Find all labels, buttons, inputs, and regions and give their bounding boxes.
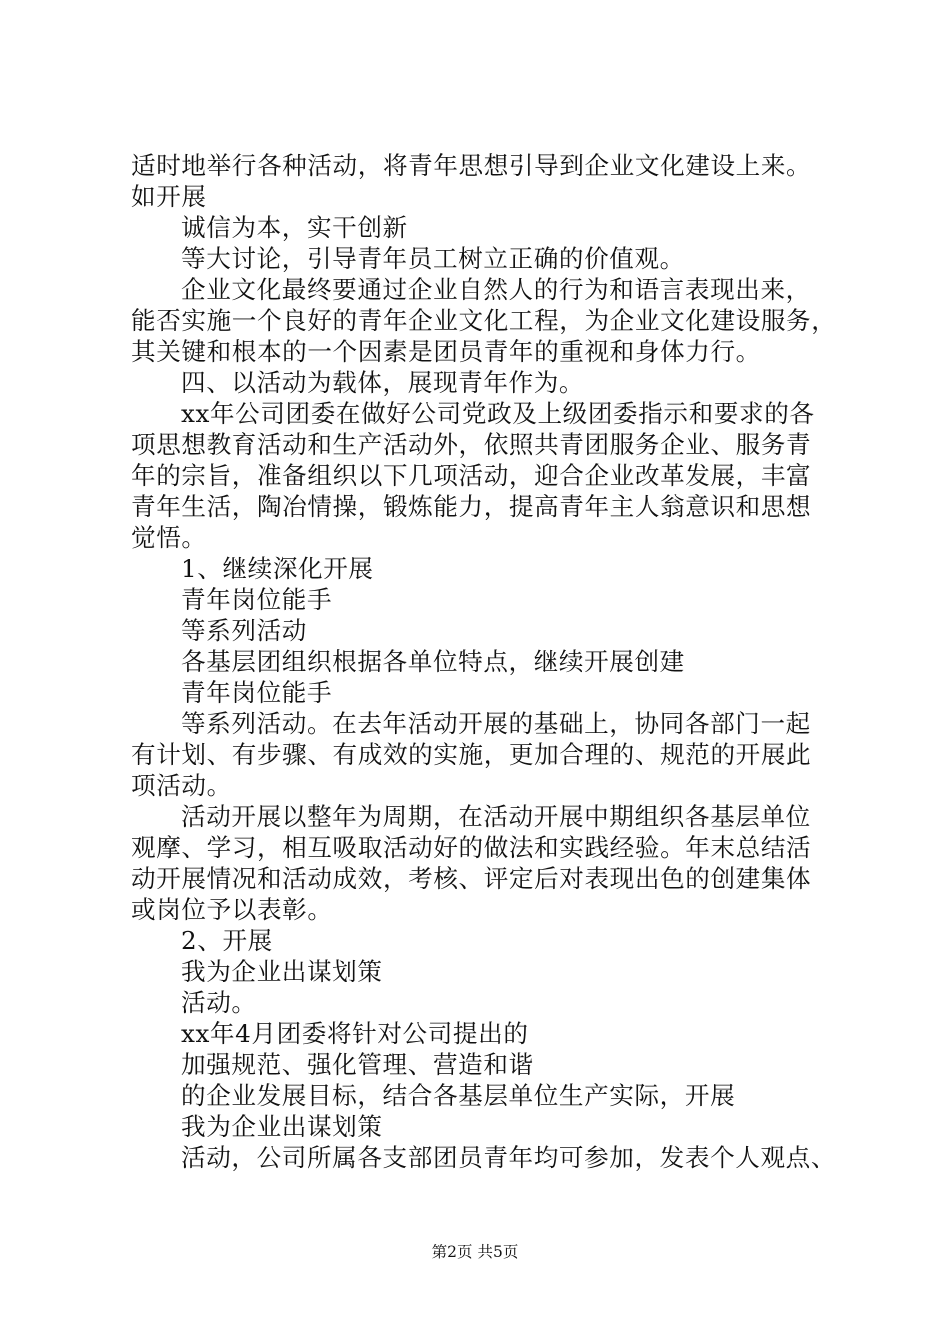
section-heading: 四、以活动为载体，展现青年作为。 bbox=[181, 368, 585, 397]
page-number-footer: 第2页 共5页 bbox=[431, 1243, 519, 1261]
text-line: 能否实施一个良好的青年企业文化工程，为企业文化建设服务， bbox=[131, 306, 837, 335]
text-line: 项活动。 bbox=[131, 771, 232, 800]
text-line: 我为企业出谋划策 bbox=[181, 957, 383, 986]
text-line: xx年公司团委在做好公司党政及上级团委指示和要求的各 bbox=[181, 399, 815, 428]
text-line: 或岗位予以表彰。 bbox=[131, 895, 333, 924]
text-line: 青年生活，陶冶情操，锻炼能力，提高青年主人翁意识和思想 bbox=[131, 492, 812, 521]
text-line: 观摩、学习，相互吸取活动好的做法和实践经验。年末总结活 bbox=[131, 833, 812, 862]
text-line: 加强规范、强化管理、营造和谐 bbox=[181, 1050, 534, 1079]
text-line: 等系列活动 bbox=[181, 616, 307, 645]
text-line: 活动，公司所属各支部团员青年均可参加，发表个人观点、 bbox=[181, 1143, 837, 1172]
text-line: 诚信为本，实干创新 bbox=[181, 213, 408, 242]
text-line: 等大讨论，引导青年员工树立正确的价值观。 bbox=[181, 244, 685, 273]
text-line: 如开展 bbox=[131, 182, 207, 211]
text-line: 青年岗位能手 bbox=[181, 585, 333, 614]
text-line: 其关键和根本的一个因素是团员青年的重视和身体力行。 bbox=[131, 337, 761, 366]
list-item-heading: 2、开展 bbox=[181, 926, 273, 955]
text-line: 的企业发展目标，结合各基层单位生产实际，开展 bbox=[181, 1081, 736, 1110]
text-line: 青年岗位能手 bbox=[181, 678, 333, 707]
list-item-heading: 1、继续深化开展 bbox=[181, 554, 374, 583]
text-line: 动开展情况和活动成效，考核、评定后对表现出色的创建集体 bbox=[131, 864, 812, 893]
text-line: 企业文化最终要通过企业自然人的行为和语言表现出来， bbox=[181, 275, 811, 304]
text-line: 我为企业出谋划策 bbox=[181, 1112, 383, 1141]
document-body bbox=[131, 150, 856, 1173]
text-line: 适时地举行各种活动，将青年思想引导到企业文化建设上来。 bbox=[131, 151, 812, 180]
text-line: 觉悟。 bbox=[131, 523, 207, 552]
text-line: xx年4月团委将针对公司提出的 bbox=[181, 1019, 529, 1048]
text-line: 各基层团组织根据各单位特点，继续开展创建 bbox=[181, 647, 685, 676]
text-line: 活动开展以整年为周期，在活动开展中期组织各基层单位 bbox=[181, 802, 811, 831]
text-line: 有计划、有步骤、有成效的实施，更加合理的、规范的开展此 bbox=[131, 740, 812, 769]
text-line: 年的宗旨，准备组织以下几项活动，迎合企业改革发展，丰富 bbox=[131, 461, 812, 490]
text-line: 等系列活动。在去年活动开展的基础上，协同各部门一起 bbox=[181, 709, 811, 738]
text-line: 项思想教育活动和生产活动外，依照共青团服务企业、服务青 bbox=[131, 430, 812, 459]
text-line: 活动。 bbox=[181, 988, 257, 1017]
